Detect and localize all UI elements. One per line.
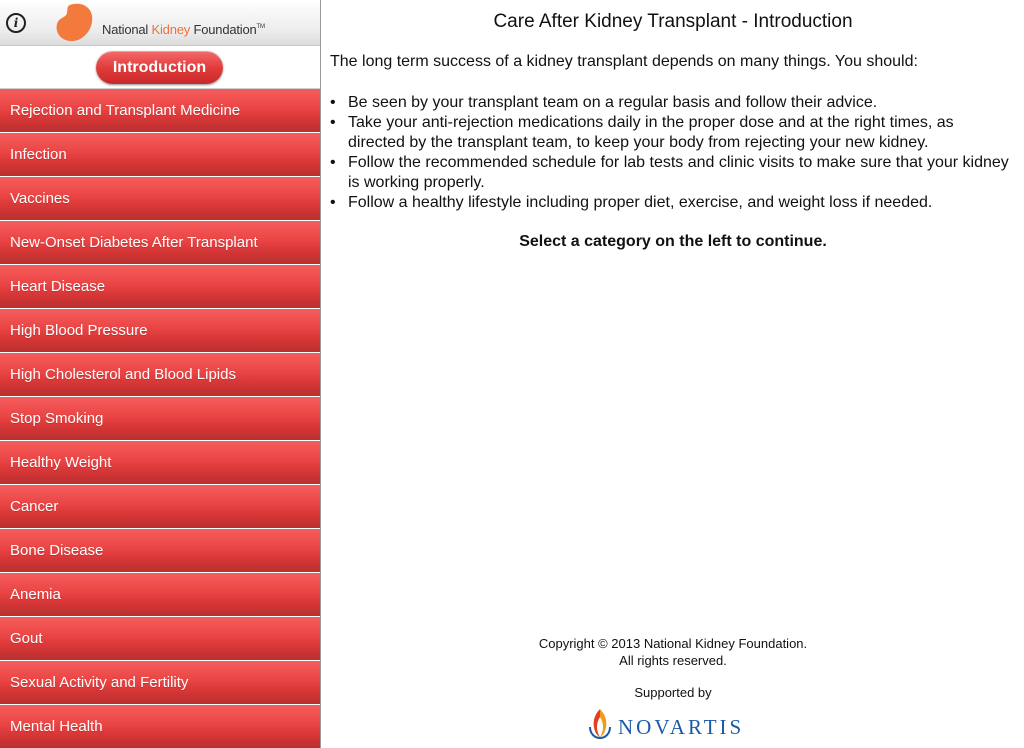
sidebar-item-infection[interactable]: Infection <box>0 133 320 177</box>
copyright-notice <box>322 635 1024 669</box>
bullet-icon: • <box>330 94 336 111</box>
content-pane <box>322 0 1024 748</box>
copyright-line: Copyright © 2013 National Kidney Foundation. <box>538 636 808 651</box>
select-category-prompt: Select a category on the left to continue. <box>519 233 827 250</box>
sidebar-item-healthy-weight[interactable]: Healthy Weight <box>0 441 320 485</box>
sidebar-item-high-cholesterol[interactable]: High Cholesterol and Blood Lipids <box>0 353 320 397</box>
bullet-icon: • <box>330 154 336 171</box>
sidebar-item-vaccines[interactable]: Vaccines <box>0 177 320 221</box>
info-icon[interactable]: i <box>6 13 26 33</box>
sidebar-item-rejection[interactable]: Rejection and Transplant Medicine <box>0 89 320 133</box>
sidebar <box>0 0 321 748</box>
list-item-text: Follow the recommended schedule for lab tests and clinic visits to make sure that your kidney is working properly. <box>348 154 1009 191</box>
kidney-logo-icon <box>52 2 96 44</box>
sidebar-header <box>0 0 320 46</box>
novartis-wordmark: NOVARTIS <box>618 715 745 739</box>
logo-text: National Kidney Foundation™ <box>102 22 265 37</box>
sidebar-item-anemia[interactable]: Anemia <box>0 573 320 617</box>
page-title: Care After Kidney Transplant - Introduction <box>493 11 853 32</box>
list-item-text: Be seen by your transplant team on a regular basis and follow their advice. <box>348 94 878 111</box>
list-item-text: Follow a healthy lifestyle including proper diet, exercise, and weight loss if needed. <box>348 194 933 211</box>
sidebar-item-high-blood-pressure[interactable]: High Blood Pressure <box>0 309 320 353</box>
bullet-icon: • <box>330 114 336 131</box>
sidebar-item-stop-smoking[interactable]: Stop Smoking <box>0 397 320 441</box>
sidebar-item-gout[interactable]: Gout <box>0 617 320 661</box>
sidebar-item-bone-disease[interactable]: Bone Disease <box>0 529 320 573</box>
sidebar-item-heart-disease[interactable]: Heart Disease <box>0 265 320 309</box>
list-item <box>330 93 1010 113</box>
category-menu <box>0 89 320 748</box>
selected-section-bar <box>0 47 320 89</box>
sidebar-item-sexual-activity[interactable]: Sexual Activity and Fertility <box>0 661 320 705</box>
intro-paragraph: The long term success of a kidney transplant depends on many things. You should: <box>330 53 918 70</box>
list-item <box>330 193 1010 213</box>
list-item <box>330 153 1010 193</box>
list-item-text: Take your anti-rejection medications daily in the proper dose and at the right times, as directed by the transplant team, to keep your body from rejecting your new kidney. <box>348 114 954 151</box>
bullet-icon: • <box>330 194 336 211</box>
supported-by-label: Supported by <box>634 685 712 700</box>
rights-line: All rights reserved. <box>619 653 727 668</box>
novartis-flame-icon <box>586 705 614 739</box>
sidebar-item-cancer[interactable]: Cancer <box>0 485 320 529</box>
introduction-button[interactable]: Introduction <box>96 51 223 84</box>
sidebar-item-mental-health[interactable]: Mental Health <box>0 705 320 748</box>
sidebar-item-new-onset-diabetes[interactable]: New-Onset Diabetes After Transplant <box>0 221 320 265</box>
list-item <box>330 113 1010 153</box>
novartis-logo <box>586 705 766 741</box>
advice-list <box>330 93 1010 213</box>
